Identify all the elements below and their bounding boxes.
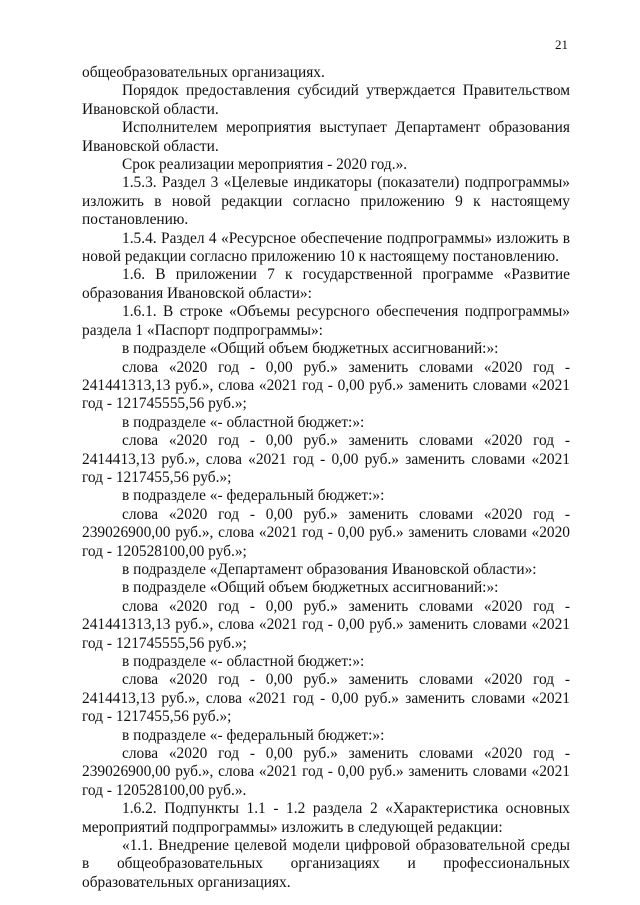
paragraph: общеобразовательных организациях. [82,64,325,81]
paragraph: 1.5.4. Раздел 4 «Ресурсное обеспечение подпрограммы» изложить в новой редакции согласно приложению 10 к настоящему постановлению. [82,229,570,266]
paragraph: в подразделе «- областной бюджет:»: [122,653,365,670]
paragraph: слова «2020 год - 0,00 руб.» заменить словами «2020 год - 239026900,00 руб.», слова «2021 год - 0,00 руб.» заменить словами «2020 год - 120528100,00 руб.»; [82,505,570,560]
paragraph: в подразделе «Общий объем бюджетных ассигнований:»: [122,340,499,358]
paragraph: 1.6.2. Подпункты 1.1 - 1.2 раздела 2 «Характеристика основных мероприятий подпрограммы» изложить в следующей редакции: [82,800,570,836]
paragraph: в подразделе «- областной бюджет:»: [122,413,365,431]
paragraph: Порядок предоставления субсидий утверждается Правительством Ивановской области. [82,82,570,118]
paragraph: Исполнителем мероприятия выступает Департамент образования Ивановской области. [82,119,570,155]
paragraph: слова «2020 год - 0,00 руб.» заменить словами «2020 год - 241441313,13 руб.», слова «2021 год - 0,00 руб.» заменить словами «2021 год - 121745555,56 руб.»; [82,597,570,652]
paragraph: в подразделе «Общий объем бюджетных ассигнований:»: [122,579,499,597]
paragraph: в подразделе «- федеральный бюджет:»: [122,726,385,744]
paragraph: слова «2020 год - 0,00 руб.» заменить словами «2020 год - 241441313,13 руб.», слова «2021 год - 0,00 руб.» заменить словами «2021 год - 121745555,56 руб.»; [82,358,570,413]
paragraph: слова «2020 год - 0,00 руб.» заменить словами «2020 год - 2414413,13 руб.», слова «2021 год - 0,00 руб.» заменить словами «2021 год - 1217455,56 руб.»; [82,671,570,726]
paragraph: 1.5.3. Раздел 3 «Целевые индикаторы (показатели) подпрограммы» изложить в новой редакции согласно приложению 9 к настоящему постановлению. [82,174,570,229]
paragraph: слова «2020 год - 0,00 руб.» заменить словами «2020 год - 239026900,00 руб.», слова «2021 год - 0,00 руб.» заменить словами «2021 год - 120528100,00 руб.». [82,745,570,799]
paragraph: 1.6. В приложении 7 к государственной программе «Развитие образования Ивановской области»: [82,266,570,302]
paragraph: Срок реализации мероприятия - 2020 год.». [122,156,408,174]
document-body [82,64,570,892]
paragraph: в подразделе «Департамент образования Ивановской области»: [122,560,537,578]
paragraph: 1.6.1. В строке «Объемы ресурсного обеспечения подпрограммы» раздела 1 «Паспорт подпрограммы»: [82,303,570,339]
paragraph: в подразделе «- федеральный бюджет:»: [122,487,385,505]
page-number: 21 [555,37,568,52]
paragraph: слова «2020 год - 0,00 руб.» заменить словами «2020 год - 2414413,13 руб.», слова «2021 год - 0,00 руб.» заменить словами «2021 год - 1217455,56 руб.»; [82,432,570,486]
paragraph: «1.1. Внедрение целевой модели цифровой образовательной среды в общеобразовательных организациях и профессиональных образовательных организациях. [82,837,570,891]
